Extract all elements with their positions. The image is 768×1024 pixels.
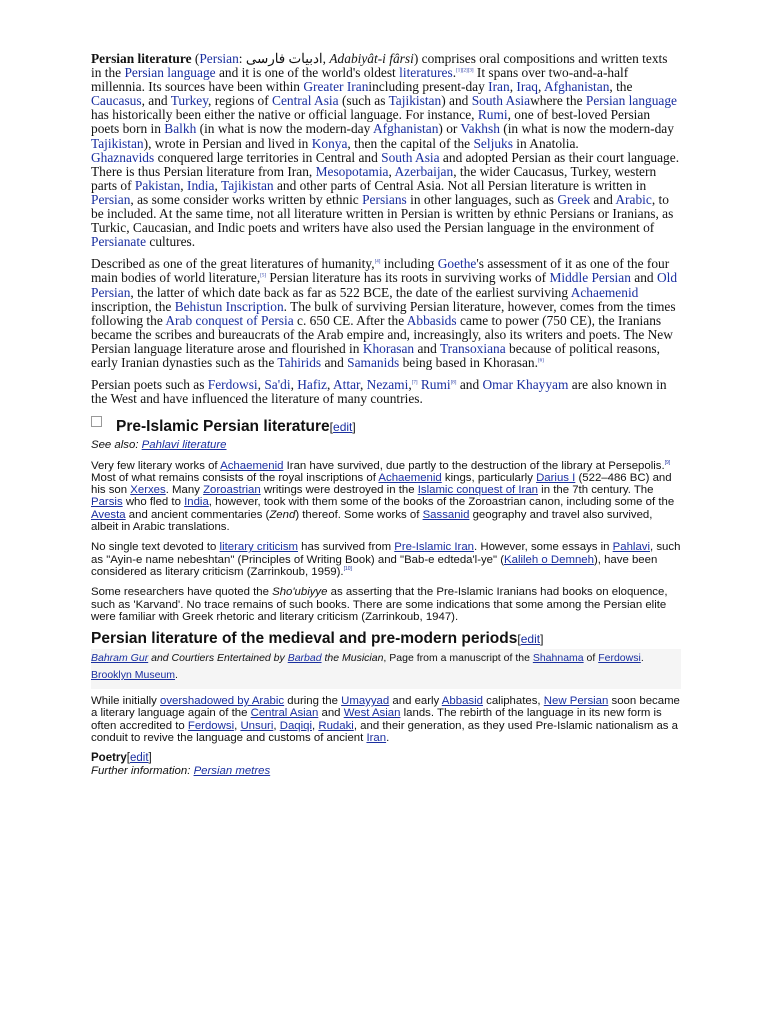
link-brooklyn-museum[interactable]: Brooklyn Museum [91,669,176,682]
section-heading-pre-islamic: Pre-Islamic Persian literature[edit] [91,416,681,436]
reference-marker[interactable]: [7] [411,380,418,386]
link-seljuks[interactable]: Seljuks [473,135,513,151]
link-ghaznavids[interactable]: Ghaznavids [91,149,155,165]
link-pakistan[interactable]: Pakistan [134,177,181,193]
link-konya[interactable]: Konya [311,135,348,151]
link-ferdowsi-2[interactable]: Ferdowsi [598,652,641,665]
broken-image-icon [91,416,102,427]
link-nezami[interactable]: Nezami [366,377,409,393]
link-shahnama[interactable]: Shahnama [532,652,584,665]
reference-marker[interactable]: [5] [260,273,267,279]
link-literatures[interactable]: literatures [399,65,453,81]
see-also-hatnote: See also: Pahlavi literature [91,439,227,452]
link-rudaki[interactable]: Rudaki [318,719,354,732]
link-afghanistan-2[interactable]: Afghanistan [372,121,439,137]
link-pahlavi-literature[interactable]: Pahlavi literature [141,439,227,452]
link-darius-i[interactable]: Darius I [536,471,576,484]
link-ferdowsi[interactable]: Ferdowsi [207,377,258,393]
link-middle-persian[interactable]: Middle Persian [549,270,631,286]
reference-marker[interactable]: [1][2][3] [456,68,474,74]
pre-islamic-paragraph-1: Very few literary works of Achaemenid Iran have survived, due partly to the destruction of the library at Persepolis.[9] Most of what remains consists of the royal inscriptions of Achaemenid kings, particularly Darius I (522–486 BC) and his son Xerxes. Many Zoroastrian writings were destroyed in the Islamic conquest of Iran in the 7th century. The Parsis who fled to India, however, took with them some of the books of the Zoroastrian canon, including some of the Avesta and ancient commentaries (Zend) thereof. Some works of Sassanid geography and travel also survived, albeit in Arabic translations. [91,459,675,534]
edit-link[interactable]: edit [520,632,541,647]
edit-link[interactable]: edit [333,420,353,435]
link-vakhsh[interactable]: Vakhsh [460,121,500,137]
link-abbasid[interactable]: Abbasid [441,695,483,708]
link-rumi-2[interactable]: Rumi [420,377,451,393]
link-attar[interactable]: Attar [332,377,360,393]
link-behistun-inscription[interactable]: Behistun Inscription [174,298,284,314]
article-body [91,52,681,778]
reference-marker[interactable]: [8] [450,380,457,386]
link-zoroastrian[interactable]: Zoroastrian [203,484,261,497]
link-overshadowed-by-arabic[interactable]: overshadowed by Arabic [160,695,285,708]
link-tajikistan[interactable]: Tajikistan [388,93,442,109]
link-literary-criticism[interactable]: literary criticism [219,541,299,554]
link-persian-metres[interactable]: Persian metres [193,765,271,778]
link-pahlavi[interactable]: Pahlavi [612,541,651,554]
section-heading-medieval: Persian literature of the medieval and pre-modern periods[edit] [91,630,544,648]
link-sadi[interactable]: Sa'di [264,377,291,393]
link-abbasids[interactable]: Abbasids [406,312,457,328]
link-greek[interactable]: Greek [557,191,591,207]
link-achaemenid[interactable]: Achaemenid [570,284,639,300]
link-old-persian[interactable]: Old Persian [91,270,678,300]
link-achaemenid-2[interactable]: Achaemenid [220,459,284,472]
link-india[interactable]: India [186,177,215,193]
history-paragraph: Described as one of the great literatures of humanity,[4] including Goethe's assessment of it as one of the four main bodies of world literature,[5] Persian literature has its roots in surviving works of Middle Persian and Old Persian, the latter of which date back as far as 522 BCE, the date of the earliest surviving Achaemenid inscription, the Behistun Inscription. The bulk of surviving Persian literature, however, comes from the times following the Arab conquest of Persia c. 650 CE. After the Abbasids came to power (750 CE), the Iranians became the scribes and bureaucrats of the Arab empire and, increasingly, also its writers and poets. The New Persian language literature arose and flourished in Khorasan and Transoxiana because of political reasons, early Iranian dynasties such as the Tahirids and Samanids being based in Khorasan.[6] [91,256,678,370]
link-pre-islamic-iran[interactable]: Pre-Islamic Iran [394,541,475,554]
link-persian-language[interactable]: Persian language [124,65,216,81]
link-avesta[interactable]: Avesta [91,508,126,521]
link-daqiqi[interactable]: Daqiqi [279,719,313,732]
link-mesopotamia[interactable]: Mesopotamia [315,163,389,179]
link-azerbaijan[interactable]: Azerbaijan [394,163,454,179]
edit-link[interactable]: edit [130,752,149,765]
link-caucasus[interactable]: Caucasus [91,93,142,109]
link-achaemenid-3[interactable]: Achaemenid [378,471,442,484]
link-iran-2[interactable]: Iran [366,732,387,744]
link-iraq[interactable]: Iraq [516,79,538,95]
link-persian-2[interactable]: Persian [91,191,131,207]
poets-paragraph: Persian poets such as Ferdowsi, Sa'di, Hafiz, Attar, Nezami,[7] Rumi[8] and Omar Khayyam are also known in the West and have influenced the literature of many countries. [91,377,667,407]
link-afghanistan[interactable]: Afghanistan [543,79,610,95]
link-central-asian[interactable]: Central Asian [250,707,319,720]
link-unsuri[interactable]: Unsuri [240,719,274,732]
link-omar-khayyam[interactable]: Omar Khayyam [482,377,569,393]
link-rumi[interactable]: Rumi [477,107,508,123]
pre-islamic-paragraph-3: Some researchers have quoted the Sho'ubiyye as asserting that the Pre-Islamic Iranians had books on eloquence, such as 'Karvand'. No trace remains of such books. There are some indications that some among the Persian elite were familiar with Greek rhetoric and literary criticism (Zarrinkoub, 1947). [91,586,668,623]
link-south-asia[interactable]: South Asia [471,93,531,109]
pre-islamic-paragraph-2: No single text devoted to literary criticism has survived from Pre-Islamic Iran. However, some essays in Pahlavi, such as "Ayin-e name nebeshtan" (Principles of Writing Book) and "Bab-e edteda'l-ye" (Kalileh o Demneh), have been considered as literary criticism (Zarrinkoub, 1959).[10] [91,541,681,578]
link-islamic-conquest[interactable]: Islamic conquest of Iran [417,484,539,497]
link-khorasan[interactable]: Khorasan [362,340,415,356]
link-iran[interactable]: Iran [488,79,510,95]
link-parsis[interactable]: Parsis [91,496,123,509]
link-persian[interactable]: Persian [199,51,239,66]
medieval-paragraph: While initially overshadowed by Arabic during the Umayyad and early Abbasid caliphates, New Persian soon became a literary language again of the Central Asian and West Asian lands. The rebirth of the language in its new form is often accredited to Ferdowsi, Unsuri, Daqiqi, Rudaki, and their generation, as they used Pre-Islamic nationalism as a conduit to revive the language and customs of ancient Iran. [91,695,680,744]
link-balkh[interactable]: Balkh [164,121,197,137]
link-goethe[interactable]: Goethe [437,256,477,272]
link-umayyad[interactable]: Umayyad [341,695,390,708]
link-transoxiana[interactable]: Transoxiana [439,340,506,356]
link-central-asia[interactable]: Central Asia [272,93,339,109]
link-south-asia-2[interactable]: South Asia [381,149,440,165]
link-west-asian[interactable]: West Asian [343,707,401,720]
section-heading-poetry: Poetry[edit] [91,752,152,765]
link-arab-conquest[interactable]: Arab conquest of Persia [165,312,294,328]
link-tahirids[interactable]: Tahirids [277,354,322,370]
link-turkey[interactable]: Turkey [170,93,209,109]
link-barbad[interactable]: Barbad [287,652,322,665]
reference-marker[interactable]: [6] [537,358,544,364]
article-subject: Persian literature [91,51,192,66]
reference-marker[interactable]: [4] [374,259,381,265]
link-kalileh-o-demneh[interactable]: Kalileh o Demneh [504,553,594,566]
reference-marker[interactable]: [10] [343,566,352,573]
reference-marker[interactable]: [9] [664,459,671,466]
link-arabic[interactable]: Arabic [615,191,652,207]
link-tajikistan-2[interactable]: Tajikistan [91,135,144,151]
link-xerxes[interactable]: Xerxes [130,484,166,497]
further-information-hatnote: Further information: Persian metres [91,765,271,778]
link-samanids[interactable]: Samanids [347,354,400,370]
image-caption: Bahram Gur and Courtiers Entertained by Barbad the Musician, Page from a manuscript of the Shahnama of Ferdowsi. Brooklyn Museum. [91,649,681,689]
intro-paragraph: Persian literature (Persian: ادبیات فارسی, Adabiyât-i fârsi) comprises oral compositions and written texts in the Persian language and it is one of the world's oldest literatures.[1][2][3] It spans over two-and-a-half millennia. Its sources have been within Greater Iranincluding present-day Iran, Iraq, Afghanistan, the Caucasus, and Turkey, regions of Central Asia (such as Tajikistan) and South Asiawhere the Persian language has historically been either the native or official language. For instance, Rumi, one of best-loved Persian poets born in Balkh (in what is now the modern-day Afghanistan) or Vakhsh (in what is now the modern-day Tajikistan), wrote in Persian and lived in Konya, then the capital of the Seljuks in Anatolia. Ghaznavids conquered large territories in Central and South Asia and adopted Persian as their court language. There is thus Persian literature from Iran, Mesopotamia, Azerbaijan, the wider Caucasus, Turkey, western parts of Pakistan, India, Tajikistan and other parts of Central Asia. Not all Persian literature is written in Persian, as some consider works written by ethnic Persians in other languages, such as Greek and Arabic, to be included. At the same time, not all literature written in Persian is written by ethnic Persians or Iranians, as Turkic, Caucasian, and Indic poets and writers have also used the Persian language in the environment of Persianate cultures. [91,51,680,250]
link-persian-language-2[interactable]: Persian language [585,93,677,109]
link-hafiz[interactable]: Hafiz [297,377,328,393]
link-persianate[interactable]: Persianate [91,234,147,250]
link-india-2[interactable]: India [184,496,209,509]
link-tajikistan-3[interactable]: Tajikistan [220,177,274,193]
link-greater-iran[interactable]: Greater Iran [303,79,369,95]
link-ferdowsi-3[interactable]: Ferdowsi [187,719,235,732]
link-new-persian[interactable]: New Persian [543,695,609,708]
link-bahram-gur[interactable]: Bahram Gur [91,652,149,665]
link-sassanid[interactable]: Sassanid [422,508,470,521]
link-persians[interactable]: Persians [362,191,407,207]
